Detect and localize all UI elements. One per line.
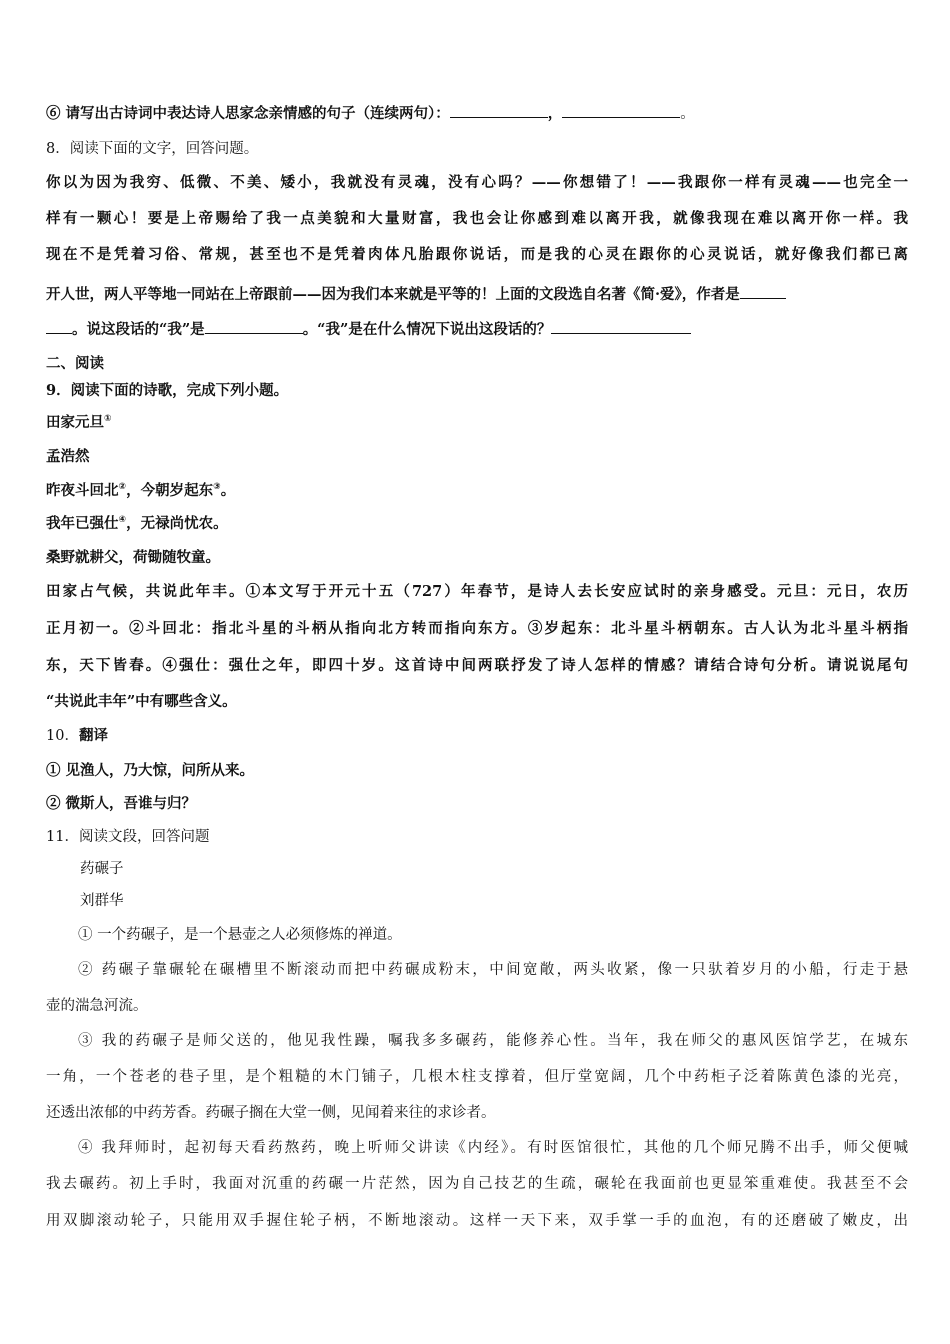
- q10-stem: 10．翻译: [46, 727, 108, 744]
- paragraph-2-line: ② 药碾子靠碾轮在碾槽里不断滚动而把中药碾成粉末，中间宽敞，两头收紧，像一只驮着岁月的小船，行走于悬: [78, 962, 908, 978]
- paragraph-3-line: ③ 我的药碾子是师父送的，他见我性躁，嘱我多多碾药，能修养心性。当年，我在师父的惠风医馆学艺，在城东: [78, 1033, 908, 1049]
- poem-author: 孟浩然: [46, 448, 90, 465]
- section-title: 二、阅读: [46, 355, 104, 372]
- q8-line-2: 样有一颗心！要是上帝赐给了我一点美貌和大量财富，我也会让你感到难以离开我，就像我现在难以离开你一样。我: [46, 210, 908, 227]
- answer-blank[interactable]: [205, 318, 303, 334]
- paragraph-4-line: 用双脚滚动轮子，只能用双手握住轮子柄，不断地滚动。这样一天下来，双手掌一手的血泡，有的还磨破了嫩皮，出: [46, 1213, 908, 1229]
- q9-notes-4: “共说此丰年”中有哪些含义。: [46, 693, 237, 710]
- q7-item6: ⑥ 请写出古诗词中表达诗人思家念亲情感的句子（连续两句）： ， 。: [46, 102, 908, 123]
- paragraph-4-line: 我去碾药。初上手时，我面对沉重的药碾一片茫然，因为自己技艺的生疏，碾轮在我面前也更显笨重难使。我甚至不会: [46, 1176, 908, 1192]
- answer-blank[interactable]: [46, 318, 72, 334]
- q9-notes-2: 正月初一。②斗回北：指北斗星的斗柄从指向北方转而指向东方。③岁起东：北斗星斗柄朝东。古人认为北斗星斗柄指: [46, 620, 908, 637]
- q8-line-5: 。说这段话的“我”是 。“我”是在什么情况下说出这段话的？: [46, 318, 908, 339]
- paragraph-3-last: 还透出浓郁的中药芳香。药碾子搁在大堂一侧，见闻着来往的求诊者。: [46, 1105, 496, 1121]
- paragraph-3-line: 一角，一个苍老的巷子里，是个粗糙的木门铺子，几根木柱支撑着，但厅堂宽阔，几个中药柜子泛着陈黄色漆的光亮，: [46, 1069, 908, 1085]
- poem-title: 田家元旦①: [46, 414, 112, 431]
- answer-blank[interactable]: [551, 318, 691, 334]
- article-author: 刘群华: [80, 893, 124, 909]
- poem-line-1: 昨夜斗回北②，今朝岁起东③。: [46, 482, 236, 499]
- answer-blank[interactable]: [740, 283, 786, 299]
- q11-stem: 11．阅读文段，回答问题: [46, 829, 210, 845]
- q8-line-1: 你以为因为我穷、低微、不美、矮小，我就没有灵魂，没有心吗？——你想错了！——我跟你一样有灵魂——也完全一: [46, 174, 908, 191]
- poem-line-2: 我年已强仕④，无禄尚忧农。: [46, 515, 228, 532]
- q9-stem: 9．阅读下面的诗歌，完成下列小题。: [46, 382, 289, 399]
- q10-item-2: ② 微斯人，吾谁与归？: [46, 795, 197, 812]
- q8-line-3: 现在不是凭着习俗、常规，甚至也不是凭着肉体凡胎跟你说话，而是我的心灵在跟你的心灵说话，就好像我们都已离: [46, 246, 908, 263]
- article-title: 药碾子: [80, 861, 124, 877]
- paragraph-4-line: ④ 我拜师时，起初每天看药熬药，晚上听师父讲读《内经》。有时医馆很忙，其他的几个师兄腾不出手，师父便喊: [78, 1140, 908, 1156]
- answer-blank[interactable]: [562, 102, 680, 118]
- q10-item-1: ① 见渔人，乃大惊，问所从来。: [46, 762, 255, 779]
- q8-line-4: 开人世，两人平等地一同站在上帝跟前——因为我们本来就是平等的！上面的文段选自名著《简·爱》，作者是: [46, 283, 908, 304]
- answer-blank[interactable]: [450, 102, 548, 118]
- paragraph-2-last: 壶的湍急河流。: [46, 998, 148, 1014]
- q8-stem: 8．阅读下面的文字，回答问题。: [46, 141, 259, 157]
- poem-line-3: 桑野就耕父，荷锄随牧童。: [46, 549, 220, 566]
- q9-notes-1: 田家占气候，共说此年丰。①本文写于开元十五（727）年春节，是诗人去长安应试时的亲身感受。元旦：元日，农历: [46, 583, 908, 600]
- q9-notes-3: 东，天下皆春。④强仕：强仕之年，即四十岁。这首诗中间两联抒发了诗人怎样的情感？请结合诗句分析。请说说尾句: [46, 657, 908, 674]
- paragraph-1: ① 一个药碾子，是一个悬壶之人必须修炼的禅道。: [78, 927, 402, 943]
